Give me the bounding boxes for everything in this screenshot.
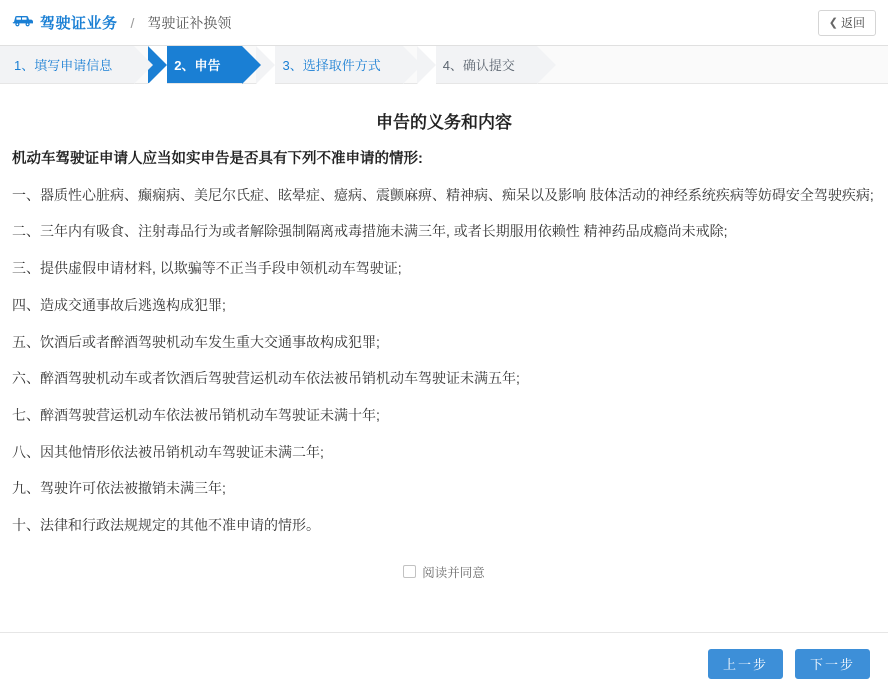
footer-actions <box>0 632 888 694</box>
chevron-left-icon: ❮ <box>828 17 838 29</box>
clause-item: 五、饮酒后或者醉酒驾驶机动车发生重大交通事故构成犯罪; <box>12 333 380 350</box>
step-label-2: 2、申告 <box>174 58 221 73</box>
clause-item: 六、醉酒驾驶机动车或者饮酒后驾驶营运机动车依法被吊销机动车驾驶证未满五年; <box>12 370 520 387</box>
clause-item: 二、三年内有吸食、注射毒品行为或者解除强制隔离戒毒措施未满三年, 或者长期服用依赖性 精神药品成瘾尚未戒除; <box>12 223 728 240</box>
breadcrumb-current: 驾驶证补换领 <box>147 14 232 31</box>
declaration-lead: 机动车驾驶证申请人应当如实申告是否具有下列不准申请的情形: <box>12 151 423 167</box>
declaration-content <box>0 84 888 632</box>
page-title: 申告的义务和内容 <box>376 113 512 132</box>
clause-item: 十、法律和行政法规规定的其他不准申请的情形。 <box>12 516 320 533</box>
agree-row <box>8 563 880 581</box>
prev-step-button[interactable]: 上一步 <box>708 649 783 679</box>
step-label-4: 4、确认提交 <box>442 58 515 73</box>
car-icon <box>12 12 34 33</box>
next-step-button[interactable]: 下一步 <box>795 649 870 679</box>
step-indicator <box>0 46 888 84</box>
agree-label[interactable]: 阅读并同意 <box>422 565 485 580</box>
clause-item: 九、驾驶许可依法被撤销未满三年; <box>12 480 226 497</box>
clause-item: 一、器质性心脏病、癫痫病、美尼尔氏症、眩晕症、癔病、震颤麻痹、精神病、痴呆以及影响 肢体活动的神经系统疾病等妨碍安全驾驶疾病; <box>12 186 874 203</box>
step-item-3[interactable] <box>256 46 402 83</box>
clause-item: 四、造成交通事故后逃逸构成犯罪; <box>12 296 226 313</box>
back-button[interactable] <box>818 10 876 36</box>
brand-title[interactable]: 驾驶证业务 <box>40 15 118 32</box>
step-label-3: 3、选择取件方式 <box>282 58 381 73</box>
breadcrumb-separator: / <box>130 14 135 31</box>
step-item-2[interactable] <box>148 46 242 83</box>
app-header <box>0 0 888 46</box>
back-button-label: 返回 <box>840 16 865 30</box>
step-item-4[interactable] <box>417 46 537 83</box>
agree-checkbox[interactable] <box>403 565 416 578</box>
breadcrumb <box>12 12 231 33</box>
clause-item: 七、醉酒驾驶营运机动车依法被吊销机动车驾驶证未满十年; <box>12 406 380 423</box>
clause-item: 三、提供虚假申请材料, 以欺骗等不正当手段申领机动车驾驶证; <box>12 260 402 277</box>
clause-item: 八、因其他情形依法被吊销机动车驾驶证未满二年; <box>12 443 324 460</box>
step-item-1[interactable] <box>0 46 134 83</box>
step-label-1: 1、填写申请信息 <box>14 58 113 73</box>
